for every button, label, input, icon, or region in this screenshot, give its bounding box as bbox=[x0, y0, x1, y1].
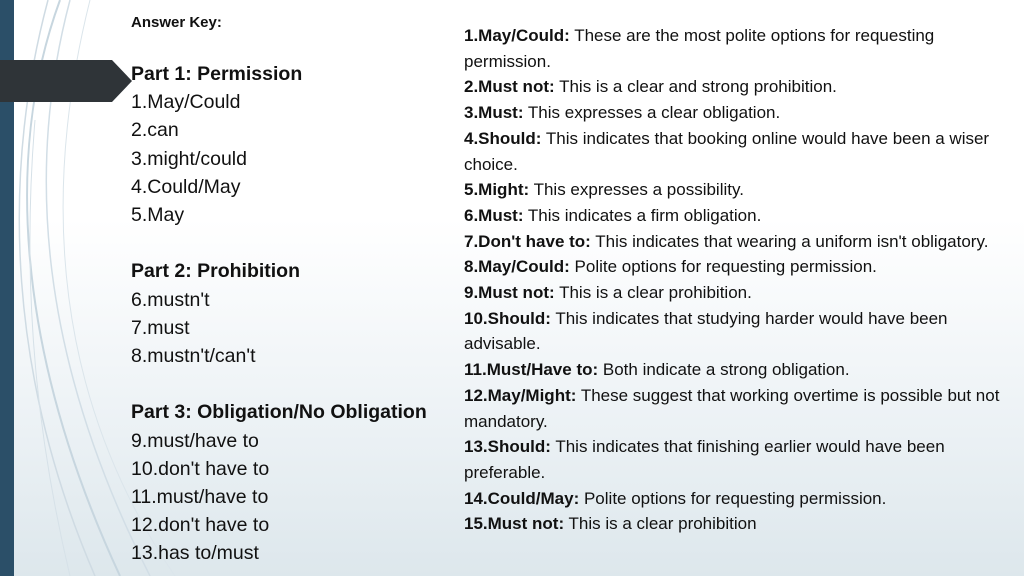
explanation-text: This is a clear and strong prohibition. bbox=[554, 77, 837, 97]
answer-item: 13.has to/must bbox=[131, 542, 259, 565]
explanation-text: Polite options for requesting permission. bbox=[579, 488, 887, 508]
explanation-item bbox=[464, 254, 1009, 280]
explanation-term: 14.Could/May: bbox=[464, 488, 580, 508]
explanation-item bbox=[464, 100, 1009, 126]
explanation-term: 6.Must: bbox=[464, 205, 524, 225]
explanation-item bbox=[464, 434, 1009, 485]
explanation-text: This expresses a clear obligation. bbox=[523, 103, 781, 123]
explanation-text: These are the most polite options for requesting permission. bbox=[464, 26, 935, 71]
answer-item: 10.don't have to bbox=[131, 457, 270, 480]
answer-item: 7.must bbox=[131, 316, 190, 339]
answer-item: 6.mustn't bbox=[131, 288, 210, 311]
explanation-text: These suggest that working overtime is possible but not mandatory. bbox=[464, 385, 1000, 431]
explanation-term: 2.Must not: bbox=[464, 77, 555, 97]
answer-key-title: Answer Key: bbox=[131, 14, 222, 31]
explanation-term: 7.Don't have to: bbox=[464, 231, 591, 251]
explanation-item bbox=[464, 383, 1009, 434]
explanation-text: This indicates that studying harder would have been advisable. bbox=[464, 308, 948, 354]
explanation-term: 10.Should: bbox=[464, 308, 551, 328]
spacer bbox=[131, 229, 461, 257]
explanation-term: 15.Must not: bbox=[464, 514, 565, 534]
explanation-term: 8.May/Could: bbox=[464, 257, 570, 277]
explanation-text: This indicates a firm obligation. bbox=[523, 205, 762, 225]
answers-column bbox=[131, 60, 461, 568]
explanation-item bbox=[464, 357, 1009, 383]
explanations-column bbox=[464, 23, 1009, 537]
explanation-term: 11.Must/Have to: bbox=[464, 360, 599, 380]
spacer bbox=[131, 370, 461, 398]
explanation-item bbox=[464, 74, 1009, 100]
explanation-text: Polite options for requesting permission. bbox=[569, 257, 877, 277]
explanation-text: This indicates that finishing earlier would have been preferable. bbox=[464, 437, 945, 482]
explanation-text: This is a clear prohibition bbox=[564, 514, 757, 534]
explanation-text: This indicates that wearing a uniform isn't obligatory. bbox=[590, 231, 989, 251]
explanation-term: 1.May/Could: bbox=[464, 26, 570, 45]
arrow-tab-decoration bbox=[0, 60, 132, 102]
explanation-term: 4.Should: bbox=[464, 128, 542, 148]
explanation-term: 13.Should: bbox=[464, 437, 551, 457]
explanation-item bbox=[464, 203, 1009, 229]
explanation-text: This expresses a possibility. bbox=[529, 180, 744, 200]
part-1-section bbox=[131, 60, 461, 229]
explanation-item bbox=[464, 23, 1009, 74]
explanation-text: Both indicate a strong obligation. bbox=[598, 360, 850, 380]
explanation-term: 5.Might: bbox=[464, 180, 530, 200]
answer-item: 1.May/Could bbox=[131, 91, 241, 114]
explanation-term: 12.May/Might: bbox=[464, 385, 577, 405]
answer-item: 8.mustn't/can't bbox=[131, 345, 256, 368]
answer-item: 12.don't have to bbox=[131, 514, 270, 537]
answer-item: 3.might/could bbox=[131, 147, 247, 170]
answer-item: 11.must/have to bbox=[131, 486, 269, 509]
part-2-section bbox=[131, 257, 461, 370]
part-2-heading: Part 2: Prohibition bbox=[131, 260, 301, 283]
explanation-item bbox=[464, 280, 1009, 306]
answer-item: 9.must/have to bbox=[131, 429, 259, 452]
explanation-text: This indicates that booking online would have been a wiser choice. bbox=[464, 128, 990, 174]
answer-item: 5.May bbox=[131, 204, 185, 227]
answer-item: 4.Could/May bbox=[131, 175, 241, 198]
answer-item: 2.can bbox=[131, 119, 179, 142]
part-3-section bbox=[131, 398, 461, 567]
explanation-term: 3.Must: bbox=[464, 103, 524, 123]
explanation-item bbox=[464, 306, 1009, 357]
part-1-heading: Part 1: Permission bbox=[131, 63, 303, 85]
explanation-term: 9.Must not: bbox=[464, 283, 555, 303]
explanation-item bbox=[464, 229, 1009, 255]
explanation-item bbox=[464, 511, 1009, 537]
explanation-text: This is a clear prohibition. bbox=[554, 283, 752, 303]
part-3-heading: Part 3: Obligation/No Obligation bbox=[131, 401, 427, 424]
explanation-item bbox=[464, 177, 1009, 203]
explanation-item bbox=[464, 486, 1009, 512]
explanation-item bbox=[464, 126, 1009, 177]
